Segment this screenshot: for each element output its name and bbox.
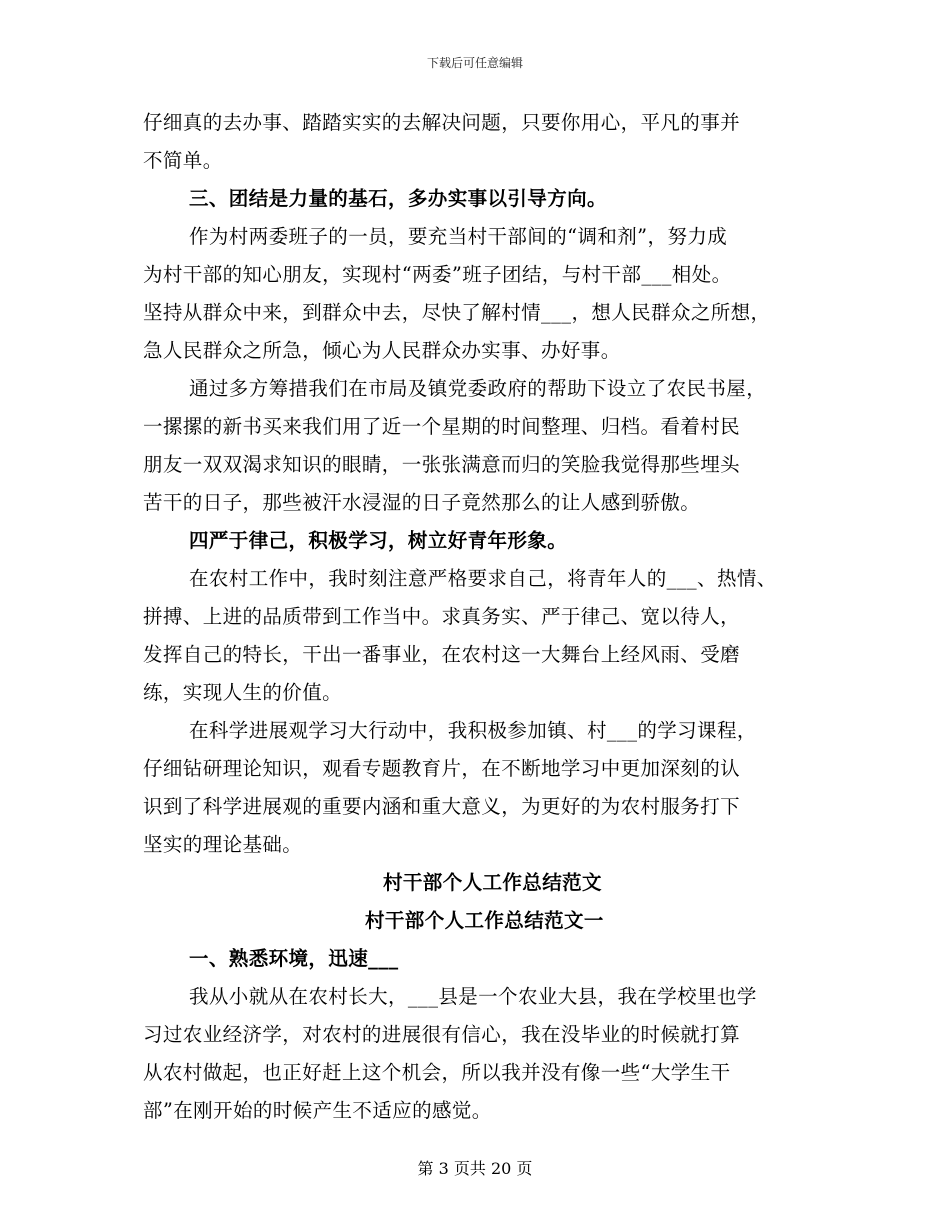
- paragraph-line: 坚持从群众中来，到群众中去，尽快了解村情___，想人民群众之所想，: [143, 301, 771, 324]
- paragraph-line: 发挥自己的特长，干出一番事业，在农村这一大舞台上经风雨、受磨: [143, 643, 741, 666]
- section-heading: 三、团结是力量的基石，多办实事以引导方向。: [189, 187, 607, 210]
- document-body: [143, 104, 833, 1130]
- section-heading: 四严于律己，积极学习，树立好青年形象。: [189, 529, 568, 552]
- paragraph-line: 为村干部的知心朋友，实现村“两委”班子团结，与村干部___相处。: [143, 263, 732, 286]
- page-header: 下载后可任意编辑: [426, 56, 523, 70]
- paragraph-line: 通过多方筹措我们在市局及镇党委政府的帮助下设立了农民书屋，: [189, 377, 767, 400]
- paragraph-line: 我从小就从在农村长大，___县是一个农业大县，我在学校里也学: [189, 985, 757, 1008]
- paragraph-line: 识到了科学进展观的重要内涵和重大意义，为更好的为农村服务打下: [143, 795, 741, 818]
- paragraph-line: 苦干的日子，那些被汗水浸湿的日子竟然那么的让人感到骄傲。: [143, 491, 701, 514]
- paragraph-line: 急人民群众之所急，倾心为人民群众办实事、办好事。: [143, 339, 621, 362]
- paragraph-line: 拼搏、上进的品质带到工作当中。求真务实、严于律己、宽以待人，: [143, 605, 741, 628]
- paragraph-line: 练，实现人生的价值。: [143, 681, 343, 704]
- paragraph-line: 仔细钻研理论知识，观看专题教育片，在不断地学习中更加深刻的认: [143, 757, 741, 780]
- document-title: 村干部个人工作总结范文: [383, 871, 602, 894]
- paragraph-line: 仔细真的去办事、踏踏实实的去解决问题，只要你用心，平凡的事并: [143, 111, 741, 134]
- paragraph-line: 朋友一双双渴求知识的眼睛，一张张满意而归的笑脸我觉得那些埋头: [143, 453, 741, 476]
- paragraph-line: 从农村做起，也正好赶上这个机会，所以我并没有像一些“大学生干: [143, 1061, 731, 1084]
- paragraph-line: 坚实的理论基础。: [143, 833, 303, 856]
- paragraph-line: 不简单。: [143, 149, 223, 172]
- section-heading: 一、熟悉环境，迅速___: [189, 947, 399, 970]
- paragraph-line: 作为村两委班子的一员，要充当村干部间的“调和剂”，努力成: [189, 225, 728, 248]
- document-subtitle: 村干部个人工作总结范文一: [365, 909, 604, 932]
- paragraph-line: 习过农业经济学，对农村的进展很有信心，我在没毕业的时候就打算: [143, 1023, 741, 1046]
- paragraph-line: 部”在刚开始的时候产生不适应的感觉。: [143, 1099, 492, 1122]
- paragraph-line: 一摞摞的新书买来我们用了近一个星期的时间整理、归档。看着村民: [143, 415, 741, 438]
- paragraph-line: 在科学进展观学习大行动中，我积极参加镇、村___的学习课程，: [189, 719, 757, 742]
- page-footer: 第 3 页共 20 页: [417, 1159, 533, 1178]
- paragraph-line: 在农村工作中，我时刻注意严格要求自己，将青年人的___、热情、: [189, 567, 777, 590]
